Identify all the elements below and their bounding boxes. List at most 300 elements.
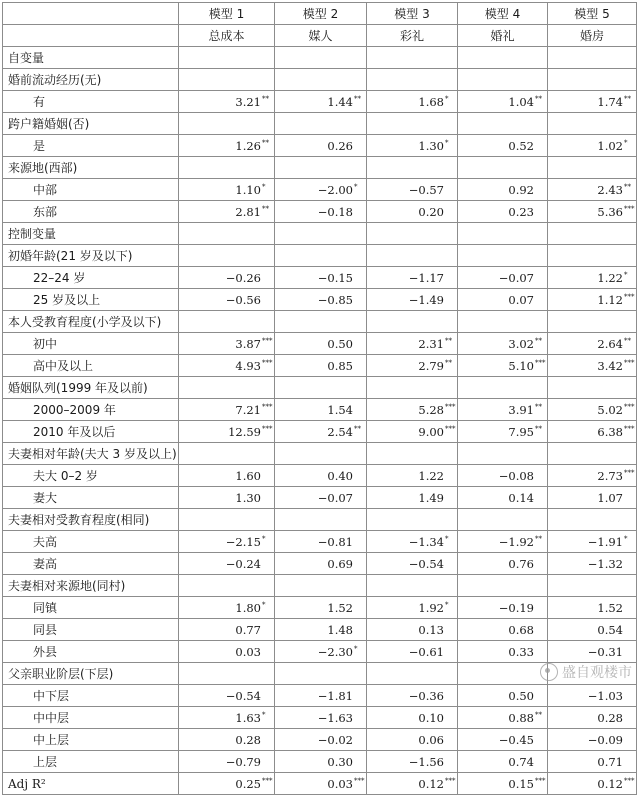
coefficient-cell [367,553,458,575]
category-row [3,575,637,597]
coefficient-value: 0.10 [418,710,444,725]
empty-cell [367,575,458,597]
coefficient-cell [367,399,458,421]
coefficient-value: 7.21 [235,402,261,417]
variable-label: 夫高 [3,531,179,553]
model-header: 模型 2 [275,3,367,25]
coefficient-cell [275,333,367,355]
coefficient-value: −2.00 [317,182,353,197]
coefficient-cell [548,179,637,201]
coefficient-cell [367,179,458,201]
dependent-header: 婚礼 [458,25,548,47]
coefficient-cell [179,619,275,641]
coefficient-cell [179,267,275,289]
coefficient-value: −1.34 [408,534,444,549]
empty-cell [548,443,637,465]
coefficient-cell [367,465,458,487]
table-row [3,91,637,113]
category-label: 父亲职业阶层(下层) [3,663,179,685]
empty-cell [548,47,637,69]
variable-label: 中部 [3,179,179,201]
coefficient-cell [275,355,367,377]
coefficient-cell [548,553,637,575]
coefficient-cell [367,729,458,751]
category-label: 夫妻相对年龄(夫大 3 岁及以上) [3,443,179,465]
empty-cell [275,245,367,267]
table-row [3,201,637,223]
coefficient-cell [458,91,548,113]
coefficient-value: −0.79 [225,754,261,769]
coefficient-cell [275,751,367,773]
coefficient-value: 0.26 [327,138,353,153]
dependent-header: 彩礼 [367,25,458,47]
coefficient-value: 0.50 [327,336,353,351]
coefficient-cell [367,773,458,795]
empty-cell [275,157,367,179]
table-row [3,751,637,773]
coefficient-value: 2.43 [597,182,623,197]
coefficient-value: 0.74 [508,754,534,769]
coefficient-cell [548,355,637,377]
coefficient-value: 1.52 [597,600,623,615]
coefficient-cell [275,421,367,443]
coefficient-value: 0.06 [418,732,444,747]
significance-stars: ** [262,204,269,213]
variable-label: 是 [3,135,179,157]
coefficient-value: 1.49 [418,490,444,505]
table-row [3,619,637,641]
coefficient-value: 2.54 [327,424,353,439]
coefficient-value: 0.68 [508,622,534,637]
coefficient-cell [179,289,275,311]
significance-stars: ** [624,182,631,191]
coefficient-cell [179,421,275,443]
significance-stars: *** [354,776,365,785]
empty-cell [367,245,458,267]
table-row [3,355,637,377]
coefficient-value: 0.50 [508,688,534,703]
coefficient-value: 6.38 [597,424,623,439]
dependent-header: 总成本 [179,25,275,47]
coefficient-cell [367,707,458,729]
variable-label: 中中层 [3,707,179,729]
coefficient-cell [367,421,458,443]
category-label: 跨户籍婚姻(否) [3,113,179,135]
coefficient-value: 0.12 [597,776,623,791]
coefficient-value: −0.57 [408,182,444,197]
significance-stars: ** [445,336,452,345]
coefficient-cell [275,465,367,487]
coefficient-cell [367,487,458,509]
coefficient-value: −0.26 [225,270,261,285]
coefficient-value: 1.52 [327,600,353,615]
coefficient-cell [179,553,275,575]
coefficient-value: 1.02 [597,138,623,153]
variable-label: 外县 [3,641,179,663]
empty-cell [179,509,275,531]
coefficient-cell [367,355,458,377]
coefficient-value: 1.63 [235,710,261,725]
table-row [3,289,637,311]
coefficient-value: −0.19 [498,600,534,615]
coefficient-value: 1.22 [597,270,623,285]
coefficient-value: −0.61 [408,644,444,659]
coefficient-value: 1.54 [327,402,353,417]
coefficient-cell [548,597,637,619]
coefficient-value: −0.24 [225,556,261,571]
table-row [3,487,637,509]
category-row [3,443,637,465]
coefficient-cell [367,289,458,311]
empty-cell [179,113,275,135]
significance-stars: ** [535,710,542,719]
empty-cell [458,245,548,267]
significance-stars: * [354,182,358,191]
coefficient-value: −1.32 [587,556,623,571]
coefficient-value: −0.85 [317,292,353,307]
coefficient-cell [179,179,275,201]
empty-cell [458,575,548,597]
empty-cell [548,509,637,531]
variable-label: 高中及以上 [3,355,179,377]
category-row [3,509,637,531]
coefficient-value: 3.42 [597,358,623,373]
empty-cell [458,311,548,333]
coefficient-value: 1.07 [597,490,623,505]
coefficient-cell [458,773,548,795]
coefficient-value: −0.18 [317,204,353,219]
coefficient-cell [548,773,637,795]
significance-stars: *** [262,424,273,433]
coefficient-cell [367,267,458,289]
coefficient-cell [458,135,548,157]
significance-stars: *** [445,402,456,411]
coefficient-value: −1.91 [587,534,623,549]
coefficient-cell [548,421,637,443]
coefficient-cell [548,641,637,663]
variable-label: 2000–2009 年 [3,399,179,421]
empty-cell [367,113,458,135]
significance-stars: * [624,138,628,147]
coefficient-value: −0.09 [587,732,623,747]
significance-stars: *** [624,468,635,477]
coefficient-value: −2.30 [317,644,353,659]
coefficient-cell [275,487,367,509]
coefficient-cell [179,399,275,421]
coefficient-cell [367,91,458,113]
coefficient-value: −0.54 [408,556,444,571]
variable-label: 东部 [3,201,179,223]
empty-cell [275,223,367,245]
coefficient-cell [275,729,367,751]
coefficient-cell [275,773,367,795]
coefficient-value: 0.07 [508,292,534,307]
dependent-header: 婚房 [548,25,637,47]
header-corner [3,25,179,47]
coefficient-cell [548,487,637,509]
coefficient-cell [275,179,367,201]
coefficient-cell [458,465,548,487]
coefficient-cell [179,465,275,487]
coefficient-cell [275,707,367,729]
coefficient-cell [458,553,548,575]
coefficient-cell [458,355,548,377]
empty-cell [458,157,548,179]
coefficient-value: 0.28 [597,710,623,725]
significance-stars: *** [445,424,456,433]
coefficient-cell [367,135,458,157]
significance-stars: ** [535,534,542,543]
coefficient-value: −0.31 [587,644,623,659]
coefficient-value: −1.56 [408,754,444,769]
empty-cell [367,311,458,333]
wechat-icon [540,663,558,681]
variable-label: 妻高 [3,553,179,575]
coefficient-cell [458,179,548,201]
table-row [3,553,637,575]
table-row [3,729,637,751]
coefficient-value: −1.03 [587,688,623,703]
coefficient-cell [275,201,367,223]
empty-cell [179,443,275,465]
category-label: 夫妻相对来源地(同村) [3,575,179,597]
watermark [540,662,632,682]
significance-stars: ** [445,358,452,367]
empty-cell [548,69,637,91]
coefficient-value: 0.14 [508,490,534,505]
coefficient-value: 5.36 [597,204,623,219]
coefficient-cell [548,619,637,641]
coefficient-cell [548,531,637,553]
coefficient-value: 1.04 [508,94,534,109]
coefficient-cell [458,421,548,443]
coefficient-value: 1.80 [235,600,261,615]
coefficient-value: 3.02 [508,336,534,351]
coefficient-cell [367,597,458,619]
coefficient-cell [179,751,275,773]
coefficient-cell [548,707,637,729]
coefficient-cell [275,91,367,113]
header-row-dependents [3,25,637,47]
coefficient-cell [179,707,275,729]
variable-label: 中上层 [3,729,179,751]
significance-stars: ** [354,424,361,433]
empty-cell [458,69,548,91]
significance-stars: * [262,534,266,543]
significance-stars: ** [262,138,269,147]
model-header: 模型 3 [367,3,458,25]
coefficient-value: −1.81 [317,688,353,703]
coefficient-value: −0.81 [317,534,353,549]
coefficient-cell [275,685,367,707]
coefficient-value: 2.79 [418,358,444,373]
empty-cell [367,663,458,685]
coefficient-value: 0.77 [235,622,261,637]
significance-stars: *** [262,776,273,785]
empty-cell [367,69,458,91]
empty-cell [458,443,548,465]
coefficient-value: 0.92 [508,182,534,197]
coefficient-value: 2.73 [597,468,623,483]
empty-cell [548,575,637,597]
coefficient-cell [367,333,458,355]
coefficient-value: 4.93 [235,358,261,373]
significance-stars: *** [262,358,273,367]
coefficient-cell [548,267,637,289]
category-label: 夫妻相对受教育程度(相同) [3,509,179,531]
coefficient-value: 0.71 [597,754,623,769]
table-row [3,135,637,157]
coefficient-value: 0.69 [327,556,353,571]
empty-cell [179,69,275,91]
coefficient-cell [458,597,548,619]
coefficient-cell [458,487,548,509]
coefficient-value: 0.40 [327,468,353,483]
coefficient-value: 0.85 [327,358,353,373]
coefficient-value: −0.02 [317,732,353,747]
coefficient-cell [548,289,637,311]
significance-stars: *** [624,292,635,301]
coefficient-cell [275,531,367,553]
significance-stars: ** [535,402,542,411]
coefficient-value: 1.10 [235,182,261,197]
coefficient-cell [458,619,548,641]
coefficient-value: 1.26 [235,138,261,153]
empty-cell [548,113,637,135]
coefficient-cell [458,751,548,773]
coefficient-cell [548,465,637,487]
variable-label: 有 [3,91,179,113]
significance-stars: * [445,534,449,543]
empty-cell [179,311,275,333]
coefficient-value: 2.81 [235,204,261,219]
coefficient-value: −0.56 [225,292,261,307]
empty-cell [275,311,367,333]
empty-cell [275,69,367,91]
significance-stars: *** [535,776,546,785]
empty-cell [275,509,367,531]
empty-cell [367,377,458,399]
category-row [3,47,637,69]
category-label: 控制变量 [3,223,179,245]
empty-cell [179,47,275,69]
significance-stars: *** [624,204,635,213]
significance-stars: *** [262,336,273,345]
table-row [3,707,637,729]
coefficient-value: 5.10 [508,358,534,373]
empty-cell [548,377,637,399]
coefficient-value: 1.68 [418,94,444,109]
coefficient-cell [548,729,637,751]
category-row [3,223,637,245]
coefficient-value: −0.07 [317,490,353,505]
variable-label: 同镇 [3,597,179,619]
coefficient-cell [179,91,275,113]
significance-stars: ** [535,94,542,103]
coefficient-value: 0.12 [418,776,444,791]
coefficient-cell [275,641,367,663]
variable-label: 夫大 0–2 岁 [3,465,179,487]
coefficient-value: 0.76 [508,556,534,571]
variable-label: Adj R² [3,773,179,795]
coefficient-cell [179,333,275,355]
coefficient-cell [275,597,367,619]
coefficient-cell [275,553,367,575]
category-row [3,377,637,399]
coefficient-value: −2.15 [225,534,261,549]
coefficient-cell [458,685,548,707]
coefficient-value: 9.00 [418,424,444,439]
coefficient-cell [458,641,548,663]
coefficient-value: −0.36 [408,688,444,703]
significance-stars: *** [535,358,546,367]
coefficient-cell [275,399,367,421]
coefficient-cell [548,201,637,223]
category-row [3,69,637,91]
coefficient-value: 3.87 [235,336,261,351]
table-row [3,641,637,663]
variable-label: 同县 [3,619,179,641]
coefficient-cell [367,641,458,663]
category-row [3,113,637,135]
coefficient-cell [367,685,458,707]
coefficient-value: 0.03 [327,776,353,791]
coefficient-value: 1.30 [235,490,261,505]
coefficient-value: 0.33 [508,644,534,659]
coefficient-cell [548,333,637,355]
coefficient-cell [458,267,548,289]
significance-stars: *** [624,424,635,433]
coefficient-value: −1.49 [408,292,444,307]
empty-cell [275,377,367,399]
significance-stars: *** [624,358,635,367]
coefficient-cell [179,773,275,795]
significance-stars: * [445,138,449,147]
coefficient-cell [275,135,367,157]
coefficient-value: 2.31 [418,336,444,351]
significance-stars: * [624,270,628,279]
adj-r2-row [3,773,637,795]
coefficient-cell [367,201,458,223]
significance-stars: *** [445,776,456,785]
empty-cell [179,377,275,399]
coefficient-value: 1.74 [597,94,623,109]
empty-cell [458,113,548,135]
coefficient-cell [179,135,275,157]
empty-cell [548,157,637,179]
coefficient-value: 0.30 [327,754,353,769]
empty-cell [548,223,637,245]
coefficient-value: 0.88 [508,710,534,725]
coefficient-value: 1.30 [418,138,444,153]
category-label: 婚前流动经历(无) [3,69,179,91]
coefficient-value: 1.92 [418,600,444,615]
empty-cell [275,47,367,69]
coefficient-value: 12.59 [228,424,261,439]
coefficient-cell [179,355,275,377]
coefficient-value: 7.95 [508,424,534,439]
significance-stars: ** [535,424,542,433]
dependent-header: 媒人 [275,25,367,47]
coefficient-cell [367,751,458,773]
variable-label: 上层 [3,751,179,773]
coefficient-cell [458,531,548,553]
coefficient-cell [367,531,458,553]
header-corner [3,3,179,25]
significance-stars: ** [624,336,631,345]
category-row [3,157,637,179]
variable-label: 妻大 [3,487,179,509]
